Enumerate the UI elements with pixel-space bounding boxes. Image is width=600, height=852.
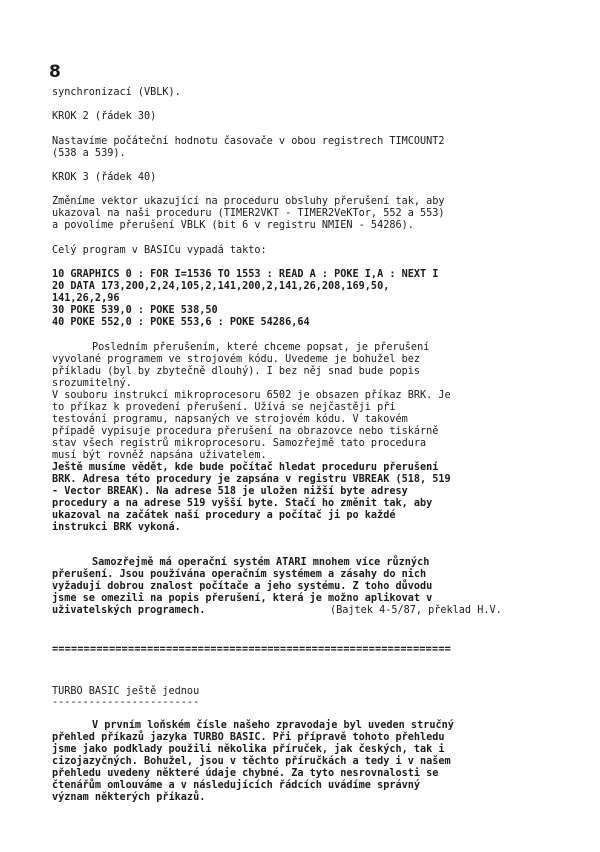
text-line: (538 a 539). xyxy=(52,148,126,159)
text-line: čtenářům omlouváme a v následujících řádcích uvádíme správný xyxy=(52,780,421,791)
text-line: vyvolané programem ve strojovém kódu. Uvedeme je bohužel bez xyxy=(52,354,421,365)
text-line: synchronizací (VBLK). xyxy=(52,87,181,98)
text-line: příkladu (byl by zbytečně dlouhý). I bez něj snad bude popis xyxy=(52,366,421,377)
text-line: vyžadují dobrou znalost počítače a jeho systému. Z toho důvodu xyxy=(52,581,433,592)
code-line: 30 POKE 539,0 : POKE 538,50 xyxy=(52,305,218,316)
text-line: Ještě musíme vědět, kde bude počítač hledat proceduru přerušení xyxy=(52,462,439,473)
code-line: 141,26,2,96 xyxy=(52,293,120,304)
text-line: V prvním loňském čísle našeho zpravodaje byl uveden stručný xyxy=(92,720,454,731)
text-line: procedury a na adrese 519 vyšší byte. Stačí ho změnit tak, aby xyxy=(52,498,433,509)
text-line: V souboru instrukcí mikroprocesoru 6502 je obsazen příkaz BRK. Je xyxy=(52,390,451,401)
citation: (Bajtek 4-5/87, překlad H.V. xyxy=(330,605,502,616)
text-line: Samozřejmě má operační systém ATARI mnohem více různých xyxy=(92,557,430,568)
text-line: Nastavíme počáteční hodnotu časovače v obou registrech TIMCOUNT2 xyxy=(52,136,445,147)
text-line: případě vypisuje procedura přerušení na obrazovce nebo tiskárně xyxy=(52,426,439,437)
text-line: Posledním přerušením, které chceme popsat, je přerušení xyxy=(92,342,430,353)
text-line: testování programu, napsaných ve strojovém kódu. V takovém xyxy=(52,414,408,425)
separator-rule: =============================================================== xyxy=(52,644,452,655)
text-line: a povolíme přerušení VBLK (bit 6 v registru NMIEN - 54286). xyxy=(52,220,414,231)
code-line: 10 GRAPHICS 0 : FOR I=1536 TO 1553 : READ A : POKE I,A : NEXT I xyxy=(52,269,439,280)
text-line: přerušení. Jsou používána operačním systémem a zásahy do nich xyxy=(52,569,427,580)
text-line: význam některých příkazů. xyxy=(52,792,206,803)
text-line: BRK. Adresa této procedury je zapsána v registru VBREAK (518, 519 xyxy=(52,474,451,485)
text-line: - Vector BREAK). Na adrese 518 je uložen nižší byte adresy xyxy=(52,486,408,497)
title-underline: ------------------------ xyxy=(52,697,200,708)
text-line: cizojazyčných. Bohužel, jsou v těchto příručkách a tedy i v našem xyxy=(52,756,451,767)
code-line: 40 POKE 552,0 : POKE 553,6 : POKE 54286,64 xyxy=(52,317,310,328)
text-line: uživatelských programech. xyxy=(52,605,206,616)
text-line: jsme jako podklady použili několika příruček, jak českých, tak i xyxy=(52,744,445,755)
text-line: jsme se omezili na popis přerušení, která je možno aplikovat v xyxy=(52,593,433,604)
text-line: přehledu uvedeny některé údaje chybné. Za tyto nesrovnalosti se xyxy=(52,768,439,779)
text-line: musí být rovněž napsána uživatelem. xyxy=(52,450,267,461)
section-title: TURBO BASIC ještě jednou xyxy=(52,686,200,697)
step-heading: KROK 2 (řádek 30) xyxy=(52,111,157,122)
text-line: ukazoval na naši proceduru (TIMER2VKT - TIMER2VeKTor, 552 a 553) xyxy=(52,208,445,219)
text-line: instrukci BRK vykoná. xyxy=(52,522,181,533)
text-line: Změníme vektor ukazující na proceduru obsluhy přerušení tak, aby xyxy=(52,196,445,207)
code-line: 20 DATA 173,200,2,24,105,2,141,200,2,141,26,208,169,50, xyxy=(52,281,390,292)
step-heading: KROK 3 (řádek 40) xyxy=(52,172,157,183)
text-line: stav všech registrů mikroprocesoru. Samozřejmě tato procedura xyxy=(52,438,427,449)
page-number: 8 xyxy=(49,62,61,82)
text-line: přehled příkazů jazyka TURBO BASIC. Při přípravě tohoto přehledu xyxy=(52,732,445,743)
text-line: ukazoval na začátek naší procedury a počítač ji po každé xyxy=(52,510,396,521)
text-line: to příkaz k provedení přerušení. Užívá se nejčastěji při xyxy=(52,402,396,413)
text-line: srozumitelný. xyxy=(52,378,132,389)
text-line: Celý program v BASICu vypadá takto: xyxy=(52,245,267,256)
